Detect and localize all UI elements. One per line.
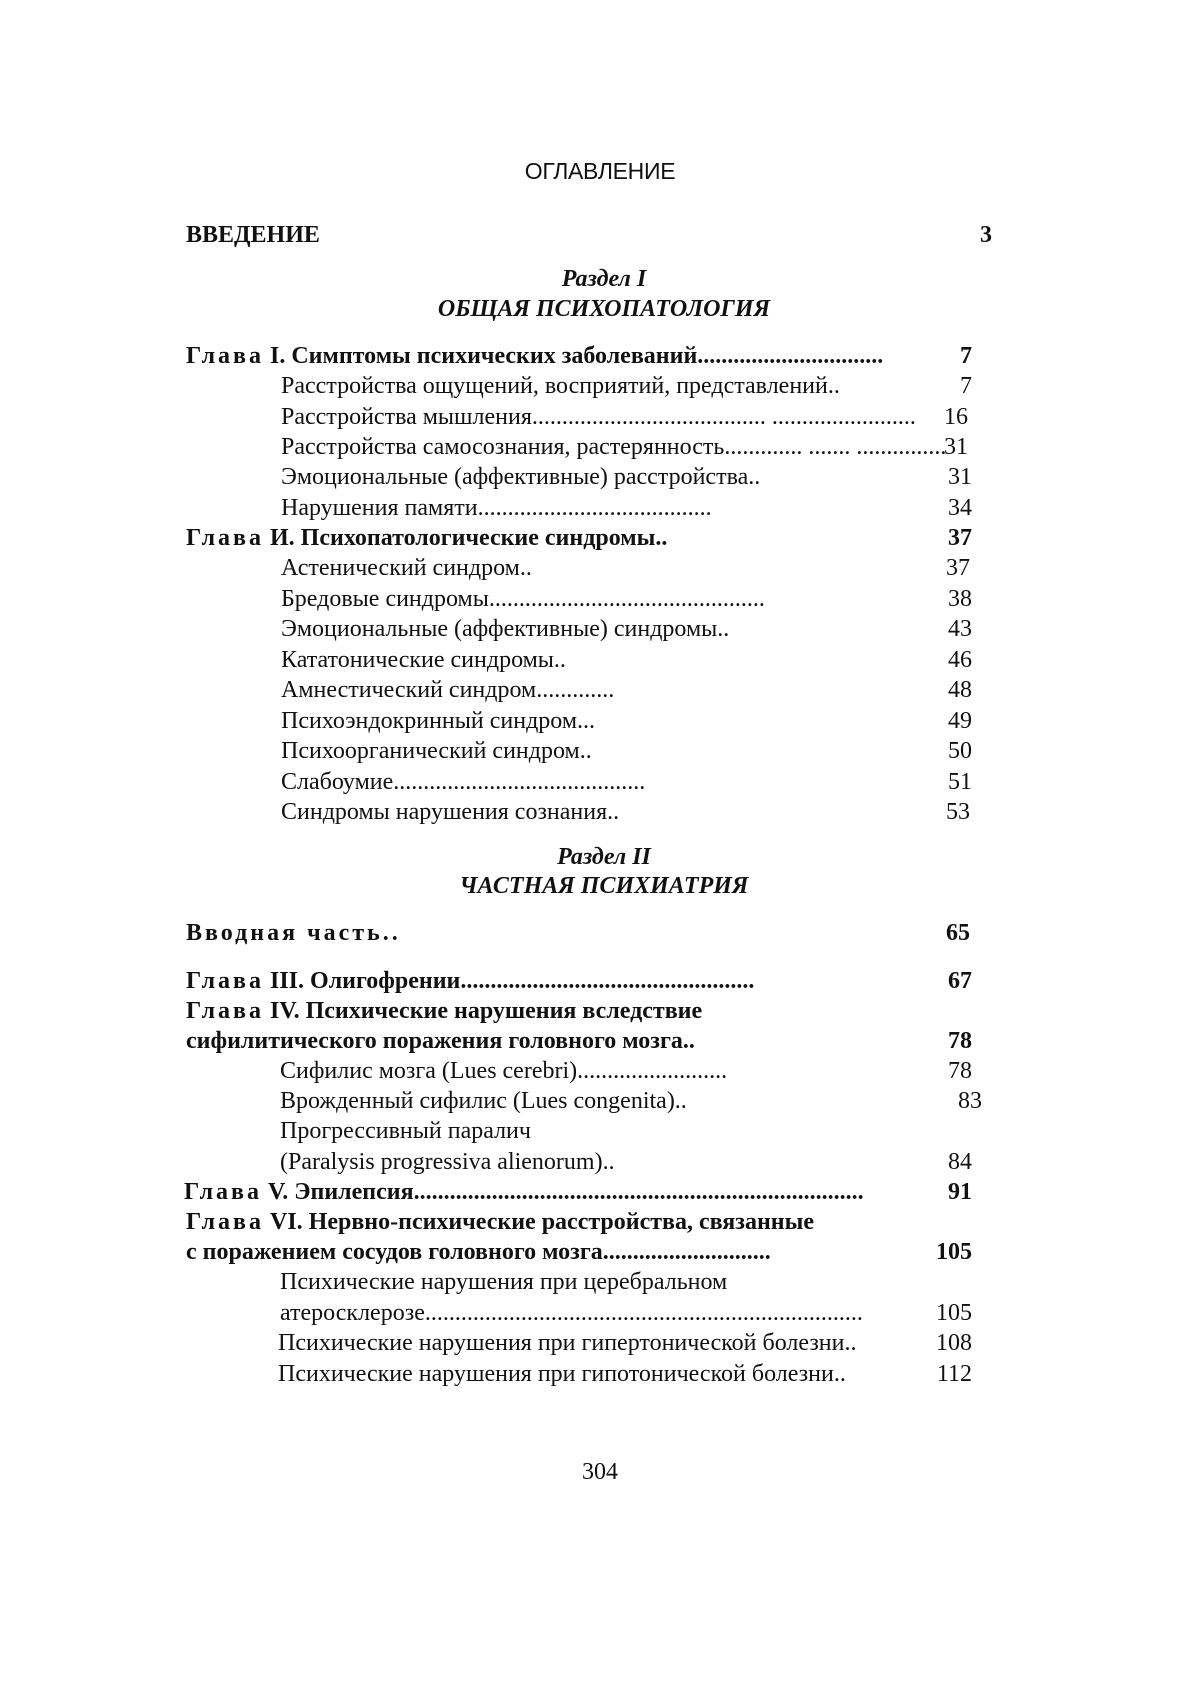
chapter-1-heading: Глава I. Симптомы психических заболеваний............................... — [186, 343, 884, 369]
intro-page: 3 — [980, 222, 992, 248]
toc-entry: Кататонические синдромы.. — [281, 647, 566, 673]
toc-entry: Психические нарушения при гипотонической болезни.. — [278, 1361, 846, 1387]
chapter-2-page: 37 — [948, 525, 972, 551]
toc-entry-page: 48 — [948, 677, 972, 703]
chapter-1-page: 7 — [960, 343, 972, 369]
toc-entry: Синдромы нарушения сознания.. — [281, 799, 620, 825]
intro-label: ВВЕДЕНИЕ — [186, 222, 320, 248]
section2-title: ЧАСТНАЯ ПСИХИАТРИЯ — [459, 873, 749, 899]
section1-label: Раздел I — [561, 266, 647, 292]
toc-entry: Расстройства мышления....................................... ........................ — [281, 404, 916, 430]
toc-entry-page: 105 — [936, 1300, 972, 1326]
toc-entry-page: 37 — [946, 555, 970, 581]
toc-entry: Эмоциональные (аффективные) синдромы.. — [281, 616, 730, 642]
toc-entry-page: 53 — [946, 799, 970, 825]
intro-part-label: Вводная часть.. — [186, 920, 401, 946]
section1-title: ОБЩАЯ ПСИХОПАТОЛОГИЯ — [437, 296, 771, 322]
toc-entry: Расстройства ощущений, восприятий, представлений.. — [281, 373, 840, 399]
toc-entry: Эмоциональные (аффективные) расстройства.. — [281, 464, 761, 490]
toc-entry: Психоорганический синдром.. — [281, 738, 592, 764]
toc-entry: Бредовые синдромы.............................................. — [281, 586, 765, 612]
chapter-6-heading: Глава VI. Нервно-психические расстройства, связанные — [186, 1209, 814, 1235]
toc-entry-page: 78 — [948, 1058, 972, 1084]
toc-entry-page: 51 — [948, 769, 972, 795]
toc-entry-page: 46 — [948, 647, 972, 673]
toc-entry-page: 112 — [936, 1361, 972, 1387]
toc-entry-cont: атеросклерозе......................................................................... — [280, 1300, 863, 1326]
toc-entry-page: 84 — [948, 1149, 972, 1175]
toc-entry-cont: (Paralysis progressiva alienorum).. — [280, 1149, 615, 1175]
toc-entry-page: 16 — [944, 404, 968, 430]
chapter-3-heading: Глава III. Олигофрении................................................. — [186, 968, 755, 994]
intro-part-page: 65 — [946, 920, 970, 946]
toc-entry: Прогрессивный паралич — [280, 1118, 531, 1144]
chapter-4-heading-cont: сифилитического поражения головного мозга.. — [186, 1028, 695, 1054]
toc-entry-page: 31 — [948, 464, 972, 490]
toc-entry: Психические нарушения при гипертонической болезни.. — [278, 1330, 857, 1356]
chapter-3-page: 67 — [948, 968, 972, 994]
toc-entry-page: 43 — [948, 616, 972, 642]
toc-entry: Расстройства самосознания, растерянность............. ....... ............... — [281, 434, 947, 460]
chapter-2-heading: Глава И. Психопатологические синдромы.. — [186, 525, 668, 551]
toc-entry: Психические нарушения при церебральном — [280, 1269, 728, 1295]
chapter-4-heading: Глава IV. Психические нарушения вследствие — [186, 998, 703, 1024]
toc-entry-page: 7 — [960, 373, 972, 399]
page-title: ОГЛАВЛЕНИЕ — [524, 158, 676, 184]
toc-entry-page: 38 — [948, 586, 972, 612]
toc-entry-page: 49 — [948, 708, 972, 734]
section2-label: Раздел II — [557, 844, 651, 870]
chapter-5-heading: Глава V. Эпилепсия........................................................................... — [184, 1179, 864, 1205]
chapter-4-page: 78 — [948, 1028, 972, 1054]
toc-entry-page: 83 — [958, 1088, 982, 1114]
toc-entry: Психоэндокринный синдром... — [281, 708, 596, 734]
toc-entry-page: 34 — [948, 495, 972, 521]
toc-entry-page: 31 — [944, 434, 968, 460]
toc-entry: Сифилис мозга (Lues cerebri)......................... — [280, 1058, 728, 1084]
toc-entry: Астенический синдром.. — [281, 555, 532, 581]
page-number: 304 — [582, 1459, 618, 1485]
chapter-6-heading-cont: с поражением сосудов головного мозга............................ — [186, 1239, 771, 1265]
toc-entry: Слабоумие.......................................... — [281, 769, 646, 795]
toc-entry-page: 108 — [936, 1330, 972, 1356]
toc-entry: Врожденный сифилис (Lues congenita).. — [280, 1088, 687, 1114]
toc-entry: Амнестический синдром............. — [281, 677, 615, 703]
toc-entry: Нарушения памяти....................................... — [281, 495, 712, 521]
toc-entry-page: 50 — [948, 738, 972, 764]
chapter-6-page: 105 — [936, 1239, 972, 1265]
chapter-5-page: 91 — [948, 1179, 972, 1205]
